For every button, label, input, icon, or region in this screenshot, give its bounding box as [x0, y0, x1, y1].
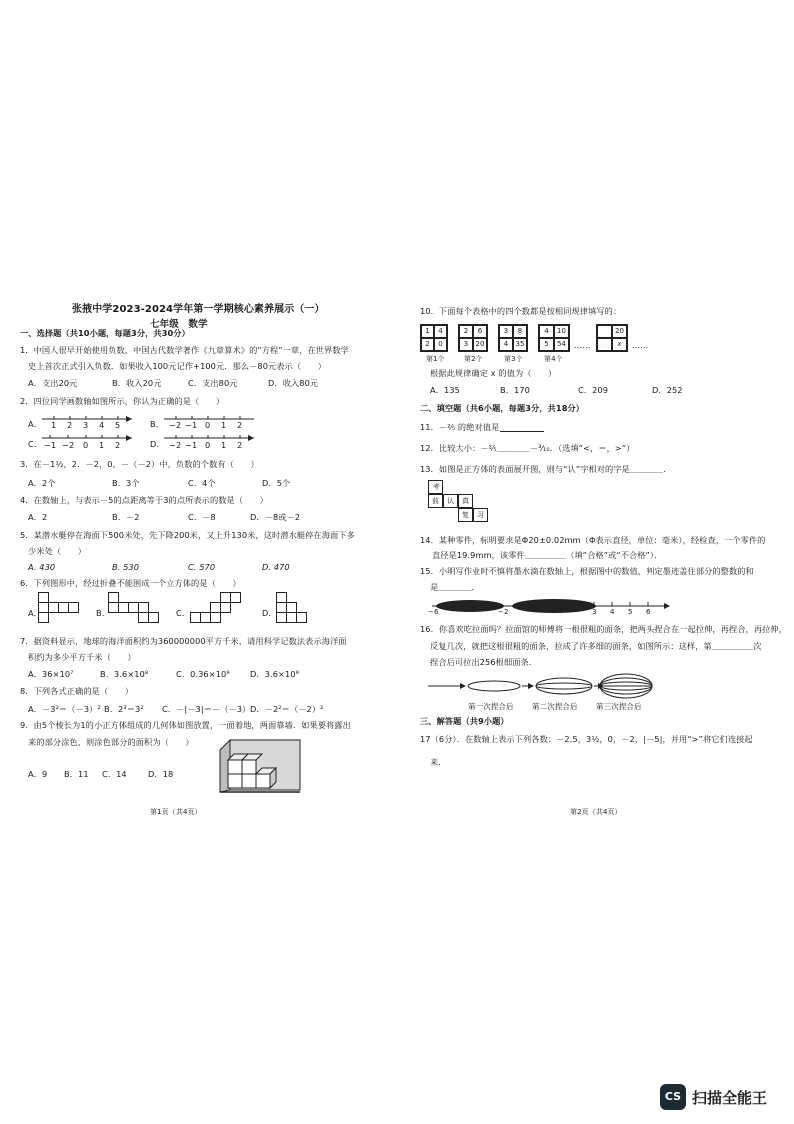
q10-option-b: B．170	[500, 385, 530, 395]
q15-tick-5: 5	[628, 608, 633, 616]
q9-option-d: D．18	[148, 769, 174, 779]
q17-text-2: 来．	[430, 757, 447, 767]
q6-net-a	[38, 592, 98, 624]
q10-grid-2-cell: 20	[473, 338, 487, 351]
q13-cube-net	[428, 480, 498, 526]
q4-option-b: B．－2	[112, 512, 140, 522]
q5-text-2: 少米处（ ）	[28, 546, 87, 556]
q10-grid-5-cell: x	[612, 338, 627, 351]
exam-subtitle: 七年级 数学	[150, 319, 208, 330]
q1-text-1: 1．中国人很早开始使用负数，中国古代数学著作《九章算术》的“方程”一章，在世界数学	[20, 345, 349, 355]
q8-option-d: D．－2²＝（－2）²	[250, 704, 324, 714]
q16-label-2: 第二次捏合后	[532, 702, 578, 711]
q13-net-cell: 认	[443, 494, 458, 508]
q10-grid-5-cell	[597, 338, 612, 351]
q2-b-tick-2: −1	[185, 420, 198, 430]
q2-option-a: A．	[28, 419, 42, 429]
q5-option-a: A. 430	[28, 562, 56, 572]
q10-grid-2-cell: 6	[473, 325, 487, 338]
q17-text-1: 17（6分）．在数轴上表示下列各数：－2.5，3½，0，－2，|－5|，并用“>”将它们连接起	[420, 734, 753, 744]
q2-text: 2．四位同学画数轴如图所示，你认为正确的是（ ）	[20, 396, 225, 406]
q10-option-c: C．209	[578, 385, 609, 395]
q12-text: 12．比较大小：－⅖＿＿＿＿－³⁄₁₀．（选填“<，＝，>”）	[420, 443, 635, 453]
q2-a-tick-2: 2	[67, 420, 73, 430]
q2-b-tick-4: 1	[221, 420, 227, 430]
q10-grid-2-cell: 3	[459, 338, 473, 351]
q6-net-c	[190, 592, 260, 624]
q15-number-line	[428, 596, 674, 618]
q1-text-2: 史上首次正式引入负数．如果收入100元记作+100元．那么－80元表示（ ）	[28, 361, 327, 371]
q5-option-d: D. 470	[262, 562, 290, 572]
q10-grid-4	[538, 324, 570, 352]
q10-grid-5-cell	[597, 325, 612, 338]
q10-grid-1-cell: 2	[421, 338, 434, 351]
q2-option-c: C．	[28, 439, 43, 449]
q2-b-tick-1: −2	[169, 420, 182, 430]
q2-c-tick-1: −1	[44, 440, 57, 450]
q9-option-b: B．11	[64, 769, 89, 779]
camscanner-brand-text: 扫描全能王	[692, 1088, 768, 1107]
q10-grid-4-cell: 10	[554, 325, 569, 338]
q14-text-1: 14．某种零件，标明要求是Φ20±0.02mm（Φ表示直径，单位：毫米），经检查，一个零件的	[420, 535, 766, 545]
q2-a-tick-4: 4	[99, 420, 105, 430]
q10-grid-5	[596, 324, 628, 352]
q7-option-d: D．3.6×10⁹	[250, 669, 299, 679]
q2-d-tick-3: 0	[205, 440, 211, 450]
section-choice-heading: 一、选择题（共10小题，每题3分，共30分）	[20, 328, 190, 338]
q2-d-tick-1: −2	[169, 440, 182, 450]
q2-c-tick-4: 1	[99, 440, 105, 450]
q9-text-2: 来的部分涂色，则涂色部分的面积为（ ）	[28, 737, 194, 747]
q1-option-d: D．收入80元	[268, 378, 319, 388]
q10-grid-3-cell: 35	[513, 338, 527, 351]
q9-text-1: 9．由5个棱长为1的小正方体组成的几何体如图放置，一面着地，两面靠墙．如果要将露出	[20, 720, 351, 730]
q8-option-a: A．－3²＝（－3）²	[28, 704, 101, 714]
q2-a-tick-1: 1	[51, 420, 57, 430]
q10-grid-2	[458, 324, 488, 352]
q8-option-b: B．2³＝3²	[104, 704, 144, 714]
q9-option-a: A．9	[28, 769, 48, 779]
q5-text-1: 5．某潜水艇停在海面下500米处，先下降200米，又上升130米，这时潜水艇停在海面下多	[20, 530, 355, 540]
q10-label-4: 第4个	[544, 355, 563, 363]
q6-option-d: D．	[262, 608, 277, 618]
q13-net-cell: 考	[428, 480, 443, 494]
q10-grid-1-cell: 4	[434, 325, 447, 338]
q2-option-d: D．	[150, 439, 165, 449]
q10-grid-4-cell: 54	[554, 338, 569, 351]
q15-tick-neg6: −6	[428, 608, 439, 616]
q6-option-c: C．	[176, 608, 191, 618]
q10-label-3: 第3个	[504, 355, 523, 363]
q10-label-2: 第2个	[464, 355, 483, 363]
q10-grid-2-cell: 2	[459, 325, 473, 338]
q6-net-d	[276, 592, 326, 624]
q15-tick-neg2: −2	[498, 608, 509, 616]
q10-option-a: A．135	[430, 385, 460, 395]
q16-text-2: 反复几次，就把这根很粗的面条，拉成了许多细的面条，如图所示：这样，第＿＿＿＿＿次	[430, 641, 762, 651]
q4-option-a: A．2	[28, 512, 48, 522]
q2-a-tick-3: 3	[83, 420, 89, 430]
q11-text: 11．－⅖ 的绝对值是	[420, 422, 500, 432]
q7-option-c: C．0.36×10⁹	[176, 669, 230, 679]
q3-option-c: C．4个	[188, 478, 216, 488]
q4-text: 4．在数轴上，与表示－5的点距离等于3的点所表示的数是（ ）	[20, 495, 268, 505]
q10-ellipsis-2: ……	[632, 340, 649, 350]
q3-option-d: D．5个	[262, 478, 291, 488]
q2-c-tick-2: −2	[62, 440, 75, 450]
q15-tick-3: 3	[592, 608, 597, 616]
q10-grid-3	[498, 324, 528, 352]
q6-net-b	[108, 592, 168, 624]
q16-label-3: 第三次捏合后	[596, 702, 642, 711]
q16-noodle-diagram	[426, 672, 656, 700]
q6-option-a: A．	[28, 608, 42, 618]
left-page-footer: 第1页（共4页）	[150, 808, 202, 816]
q4-option-c: C．－8	[188, 512, 216, 522]
exam-title: 张掖中学2023-2024学年第一学期核心素养展示（一）	[72, 304, 325, 315]
q10-ask: 根据此规律确定 x 的值为（ ）	[430, 368, 557, 378]
q13-net-cell: 前	[428, 494, 443, 508]
camscanner-watermark	[660, 1084, 780, 1110]
q2-c-tick-3: 0	[83, 440, 89, 450]
q2-b-tick-3: 0	[205, 420, 211, 430]
q2-d-tick-4: 1	[221, 440, 227, 450]
q10-grid-1	[420, 324, 448, 352]
q15-text-1: 15．小明写作业时不慎将墨水滴在数轴上，根据图中的数值，判定墨迹盖住部分的整数的和	[420, 566, 754, 576]
q10-grid-5-cell: 20	[612, 325, 627, 338]
q2-b-tick-5: 2	[237, 420, 243, 430]
q5-option-c: C. 570	[188, 562, 216, 572]
q7-option-a: A．36×10⁷	[28, 669, 74, 679]
q10-grid-3-cell: 8	[513, 325, 527, 338]
q7-text-2: 积约为多少平方千米（ ）	[28, 652, 136, 662]
q11-answer-blank[interactable]	[500, 431, 544, 432]
q10-grid-3-cell: 4	[499, 338, 513, 351]
q15-tick-6: 6	[646, 608, 651, 616]
q3-text: 3．在－1½，2．－2，0，－（－2）中，负数的个数有（ ）	[20, 459, 259, 469]
q1-option-c: C．支出80元	[188, 378, 238, 388]
q2-a-tick-5: 5	[115, 420, 121, 430]
q10-label-1: 第1个	[426, 355, 445, 363]
q10-ellipsis: ……	[574, 340, 591, 350]
q10-grid-4-cell: 4	[539, 325, 554, 338]
section-fill-heading: 二、填空题（共6小题，每题3分，共18分）	[420, 403, 585, 413]
q7-option-b: B．3.6×10⁸	[100, 669, 149, 679]
q7-text-1: 7．据资料显示，地球的海洋面积约为360000000平方千米，请用科学记数法表示海洋面	[20, 636, 347, 646]
q16-text-1: 16．你喜欢吃拉面吗？拉面馆的师傅将一根很粗的面条，把两头捏合在一起拉伸，再捏合，再拉伸，	[420, 624, 787, 634]
q15-tick-4: 4	[610, 608, 615, 616]
q10-text: 10．下面每个表格中的四个数都是按相同规律填写的：	[420, 306, 622, 316]
q1-option-b: B．收入20元	[112, 378, 162, 388]
q8-text: 8．下列各式正确的是（ ）	[20, 686, 134, 696]
q2-d-tick-2: −1	[185, 440, 198, 450]
q13-net-cell: 真	[458, 494, 473, 508]
q8-option-c: C．－|－3|＝－（－3）	[162, 704, 251, 714]
q6-option-b: B．	[96, 608, 111, 618]
q10-grid-4-cell: 5	[539, 338, 554, 351]
q1-option-a: A．支出20元	[28, 378, 78, 388]
q15-text-2: 是＿＿＿＿．	[430, 582, 480, 592]
q5-option-b: B. 530	[112, 562, 140, 572]
q9-option-c: C．14	[102, 769, 127, 779]
q10-option-d: D．252	[652, 385, 683, 395]
q6-text: 6．下列图形中，经过折叠不能围成一个立方体的是（ ）	[20, 578, 241, 588]
section-solve-heading: 三、解答题（共9小题）	[420, 716, 509, 726]
q2-c-tick-5: 2	[115, 440, 121, 450]
q10-grid-3-cell: 3	[499, 325, 513, 338]
camscanner-logo-icon: CS	[660, 1084, 686, 1110]
q3-option-a: A．2个	[28, 478, 56, 488]
q13-net-cell: 复	[458, 508, 473, 522]
right-page-footer: 第2页（共4页）	[570, 808, 622, 816]
q9-cube-figure	[218, 738, 302, 794]
q10-grid-1-cell: 1	[421, 325, 434, 338]
q16-label-1: 第一次捏合后	[468, 702, 514, 711]
q2-d-tick-5: 2	[237, 440, 243, 450]
q4-option-d: D．－8或－2	[250, 512, 301, 522]
q2-option-b: B．	[150, 419, 165, 429]
q16-text-3: 捏合后可拉出256根细面条．	[430, 657, 538, 667]
q14-text-2: 直径是19.9mm，该零件＿＿＿＿＿（填“合格”或“不合格”）．	[432, 550, 663, 560]
q3-option-b: B．3个	[112, 478, 140, 488]
q13-net-cell: 习	[473, 508, 488, 522]
q10-grid-1-cell: 0	[434, 338, 447, 351]
q13-text: 13．如图是正方体的表面展开图，则与“认”字相对的字是＿＿＿＿．	[420, 464, 672, 474]
